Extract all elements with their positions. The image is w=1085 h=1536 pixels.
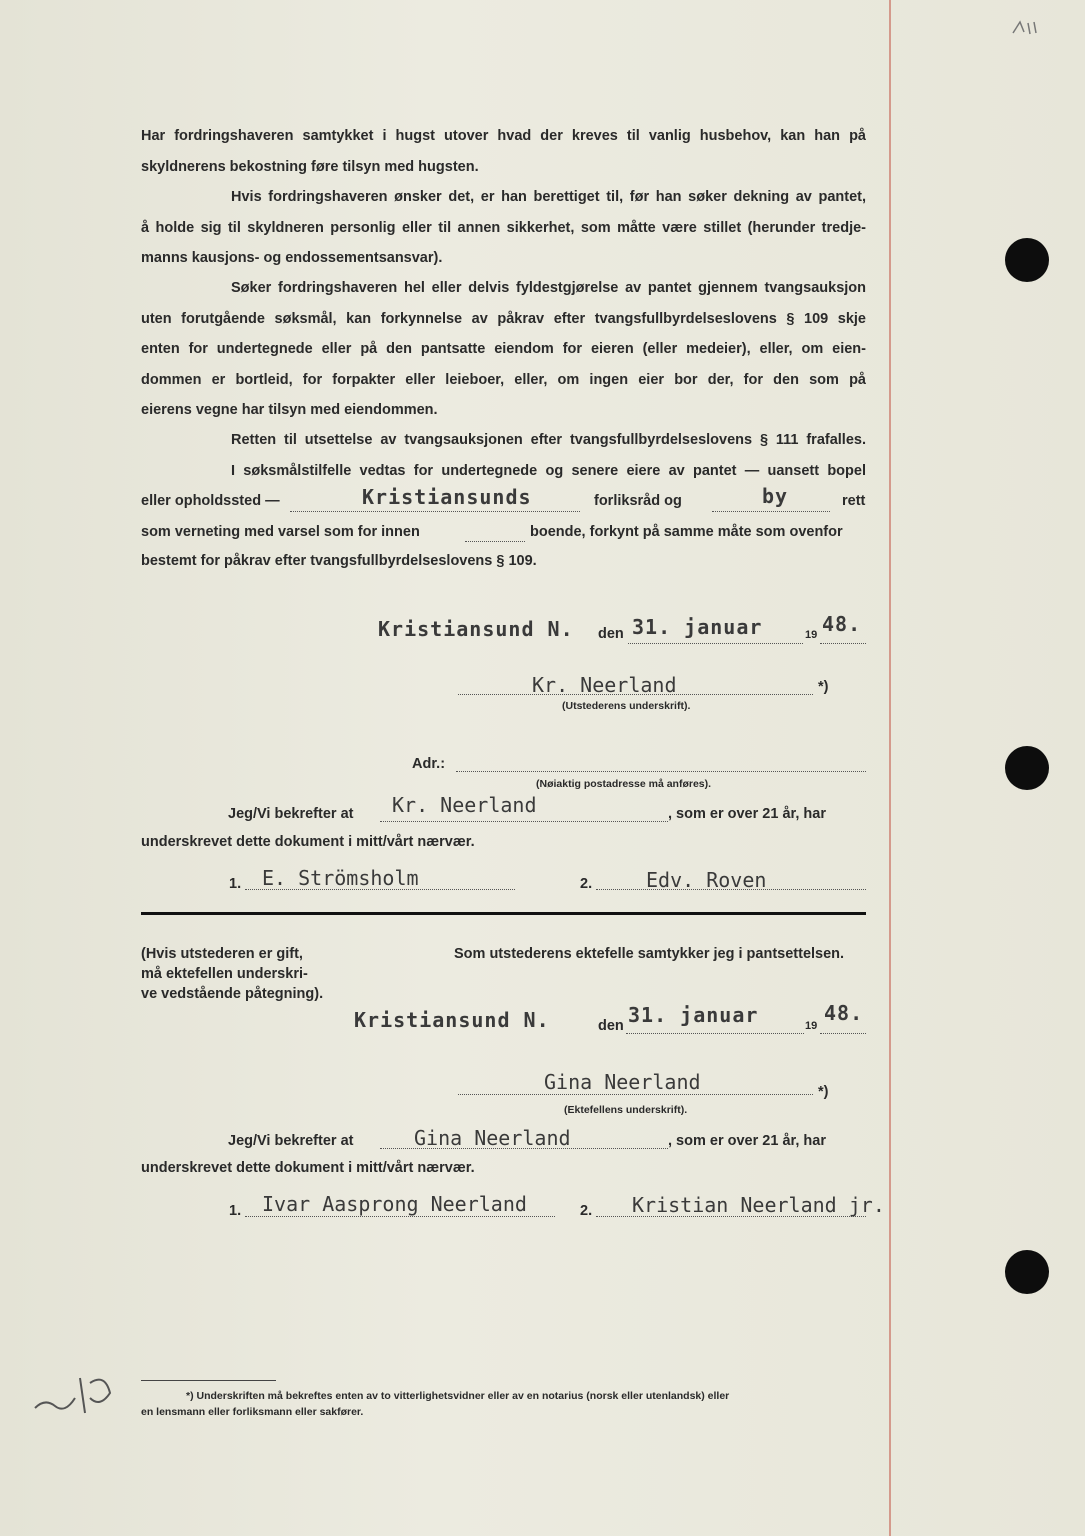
footnote-marker: *)	[818, 1084, 829, 1100]
witness-number: 2.	[580, 1203, 593, 1219]
footnote-marker: *)	[818, 679, 829, 695]
punch-hole-bottom	[1005, 1250, 1049, 1294]
fill-line-innen	[465, 541, 525, 542]
witness-number: 1.	[229, 876, 242, 892]
section-divider	[141, 912, 866, 915]
year-prefix: 19	[805, 1020, 818, 1032]
paragraph-tvangsauksjon	[141, 273, 866, 426]
witness-1: E. Strömsholm	[262, 866, 419, 890]
confirm-text: underskrevet dette dokument i mitt/vårt nærvær.	[141, 834, 475, 850]
margin-scribble	[30, 1368, 120, 1418]
spouse-date: 31. januar	[628, 1003, 759, 1027]
confirm-line	[380, 821, 668, 822]
spouse-consent: Som utstederens ektefelle samtykker jeg i pantsettelsen.	[454, 946, 845, 962]
paragraph-hugst	[141, 121, 866, 182]
spouse-note: må ektefellen underskri-	[141, 966, 308, 982]
text-fragment: boende, forkynt på samme måte som ovenfor	[530, 524, 843, 540]
text-line: Hvis fordringshaveren ønsker det, er han berettiget til, før han søker dekning av pantet,	[231, 189, 866, 205]
year-prefix: 19	[805, 629, 818, 641]
text-line: manns kausjons- og endossementsansvar).	[141, 250, 443, 266]
fill-line-forliksraad	[290, 511, 580, 512]
text-line: Retten til utsettelse av tvangsauksjonen efter tvangsfullbyrdelseslovens § 111 frafalles.	[231, 432, 866, 448]
footnote	[141, 1388, 866, 1420]
witness-line	[245, 1216, 555, 1217]
confirm-text: Jeg/Vi bekrefter at	[228, 806, 354, 822]
spouse-year: 48.	[824, 1001, 864, 1025]
confirm-text: Jeg/Vi bekrefter at	[228, 1133, 354, 1149]
confirm-name: Kr. Neerland	[392, 793, 537, 817]
text-fragment: forliksråd og	[594, 493, 682, 509]
punch-hole-middle	[1005, 746, 1049, 790]
witness-1: Ivar Aasprong Neerland	[262, 1192, 527, 1216]
text-fragment: rett	[842, 493, 866, 509]
text-line: Søker fordringshaveren hel eller delvis fyldestgjørelse av pantet gjennem tvangsauksjon	[231, 280, 866, 296]
fill-line-rett	[712, 511, 830, 512]
text-line: skyldnerens bekostning føre tilsyn med hugsten.	[141, 158, 479, 175]
footnote-line: en lensmann eller forliksmann eller sakfører.	[141, 1406, 364, 1418]
signature-caption: (Utstederens underskrift).	[562, 700, 691, 712]
confirm-name: Gina Neerland	[414, 1126, 571, 1150]
paragraph-soksmaal	[141, 456, 866, 487]
text-fragment: som verneting med varsel som for innen	[141, 524, 420, 540]
filled-forliksraad: Kristiansunds	[362, 485, 532, 509]
text-den: den	[598, 1018, 624, 1034]
witness-2: Edv. Roven	[646, 868, 767, 892]
confirm-text: underskrevet dette dokument i mitt/vårt nærvær.	[141, 1160, 475, 1176]
text-den: den	[598, 626, 624, 642]
witness-2: Kristian Neerland jr.	[632, 1193, 885, 1217]
text-line: dommen er bortleid, for forpakter eller leieboer, eller, om ingen eier bor der, for den som på	[141, 371, 866, 388]
text-line: Har fordringshaveren samtykket i hugst utover hvad der kreves til vanlig husbehov, kan han på	[141, 128, 866, 144]
footnote-line: *) Underskriften må bekreftes enten av to vitterlighetsvidner eller av en notarius (norsk eller utenlandsk) eller	[186, 1390, 730, 1402]
paragraph-utsettelse	[141, 425, 866, 456]
text-line: enten for undertegnede eller på den pantsatte eiendom for eieren (eller medeier), eller, om eien-	[141, 341, 866, 357]
spouse-place: Kristiansund N.	[354, 1008, 550, 1032]
witness-number: 1.	[229, 1203, 242, 1219]
sign-place: Kristiansund N.	[378, 617, 574, 641]
witness-number: 2.	[580, 876, 593, 892]
footnote-rule	[141, 1380, 276, 1381]
fill-line-year	[820, 643, 866, 644]
signature-line	[458, 1094, 813, 1095]
punch-hole-top	[1005, 238, 1049, 282]
fill-line-year	[820, 1033, 866, 1034]
address-caption: (Nøiaktig postadresse må anføres).	[536, 778, 712, 790]
filled-rett: by	[762, 484, 789, 508]
text-line: eierens vegne har tilsyn med eiendommen.	[141, 402, 438, 418]
issuer-signature: Kr. Neerland	[532, 673, 677, 697]
signature-caption: (Ektefellens underskrift).	[564, 1104, 688, 1116]
paragraph-sikkerhet	[141, 182, 866, 274]
spouse-signature: Gina Neerland	[544, 1070, 701, 1094]
spouse-note: ve vedstående påtegning).	[141, 986, 324, 1002]
sign-date: 31. januar	[632, 615, 763, 639]
sign-year: 48.	[822, 612, 862, 636]
confirm-text: , som er over 21 år, har	[668, 1133, 826, 1149]
corner-mark	[1010, 18, 1040, 38]
text-line: I søksmålstilfelle vedtas for undertegnede og senere eiere av pantet — uansett bopel	[231, 463, 866, 479]
confirm-text: , som er over 21 år, har	[668, 806, 826, 822]
text-line: å holde sig til skyldneren personlig eller til annen sikkerhet, som måtte være stillet (herunder tredje-	[141, 219, 866, 236]
text-fragment: eller opholdssted —	[141, 493, 280, 509]
fill-line-date	[626, 1033, 804, 1034]
text-line: uten forutgående søksmål, kan forkynnelse av påkrav efter tvangsfullbyrdelseslovens § 109 skje	[141, 310, 866, 327]
margin-line	[889, 0, 891, 1536]
address-line	[456, 771, 866, 772]
fill-line-date	[628, 643, 803, 644]
text-fragment: bestemt for påkrav efter tvangsfullbyrdelseslovens § 109.	[141, 553, 537, 569]
address-label: Adr.:	[412, 756, 446, 772]
spouse-note: (Hvis utstederen er gift,	[141, 946, 303, 962]
